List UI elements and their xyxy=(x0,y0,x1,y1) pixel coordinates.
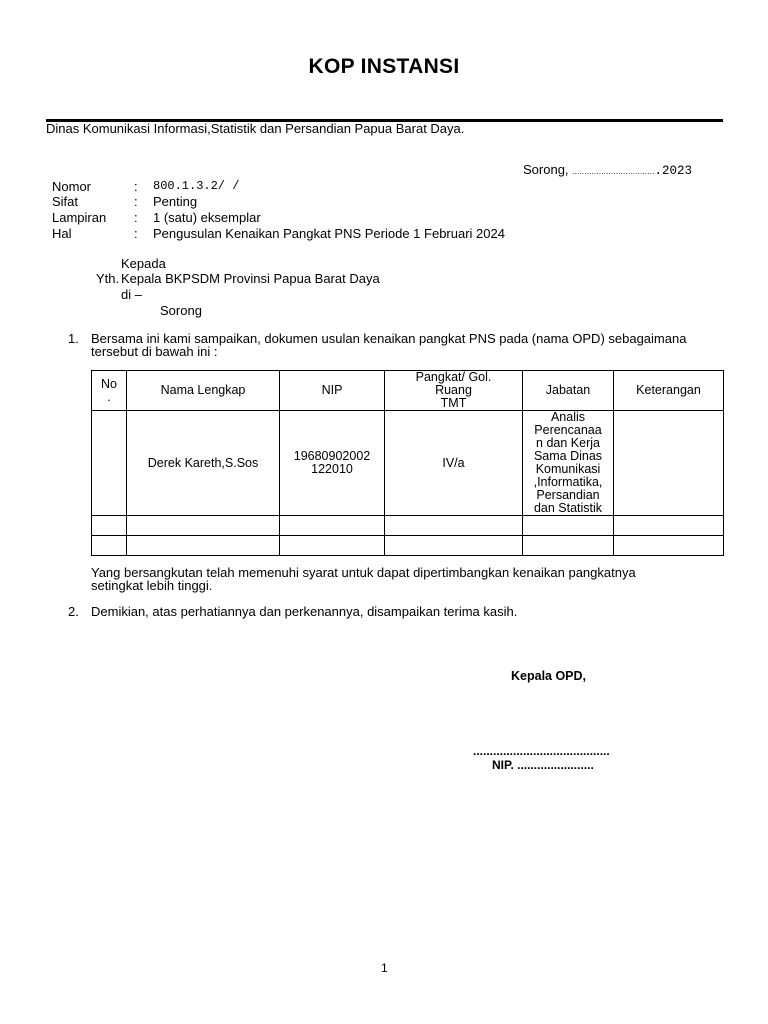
item2-text: Demikian, atas perhatiannya dan perkenannya, disampaikan terima kasih. xyxy=(91,604,518,619)
header-no xyxy=(92,371,127,411)
header-pangkat-line: Pangkat/ Gol. xyxy=(415,370,492,384)
signature-title: Kepala OPD, xyxy=(511,669,587,683)
letter-date xyxy=(523,162,692,178)
header-pangkat-line: TMT xyxy=(440,396,467,410)
meta-label-lampiran: Lampiran xyxy=(52,210,107,225)
date-city: Sorong, xyxy=(523,162,569,177)
signature-name-dots: ......................................... xyxy=(473,744,610,758)
table-row xyxy=(92,411,724,516)
header-nama: Nama Lengkap xyxy=(127,371,280,411)
meta-label-nomor: Nomor xyxy=(52,179,92,194)
letterhead-title: KOP INSTANSI xyxy=(308,55,460,78)
empty-cell xyxy=(127,536,280,556)
cell-jabatan-line: Persandian xyxy=(536,488,600,502)
empty-cell xyxy=(614,516,724,536)
cell-jabatan xyxy=(523,411,614,516)
empty-cell xyxy=(385,536,523,556)
item1-text-line2: tersebut di bawah ini : xyxy=(91,344,218,359)
item1-text-line1: Bersama ini kami sampaikan, dokumen usulan kenaikan pangkat PNS pada (nama OPD) sebagaimana xyxy=(91,331,687,346)
meta-value-hal: Pengusulan Kenaikan Pangkat PNS Periode 1 Februari 2024 xyxy=(153,226,505,241)
meta-colon: : xyxy=(134,194,138,209)
meta-colon: : xyxy=(134,226,138,241)
header-keterangan: Keterangan xyxy=(614,371,724,411)
header-no-line: . xyxy=(107,389,111,404)
empty-cell xyxy=(385,516,523,536)
meta-value-sifat: Penting xyxy=(153,194,198,209)
table-row-empty xyxy=(92,516,724,536)
meta-label-sifat: Sifat xyxy=(52,194,79,209)
meta-label-hal: Hal xyxy=(52,226,72,241)
cell-nama: Derek Kareth,S.Sos xyxy=(127,411,280,516)
meta-value-nomor: 800.1.3.2/ / xyxy=(153,179,240,193)
item1-number: 1. xyxy=(68,331,79,346)
note-line1: Yang bersangkutan telah memenuhi syarat untuk dapat dipertimbangkan kenaikan pangkatnya xyxy=(91,565,636,580)
cell-jabatan-line: n dan Kerja xyxy=(536,436,600,450)
cell-jabatan-line: Komunikasi xyxy=(535,462,601,476)
header-no-line: No xyxy=(101,376,117,391)
meta-value-lampiran: 1 (satu) eksemplar xyxy=(153,210,261,225)
cell-jabatan-line: Perencanaa xyxy=(534,423,602,437)
header-pangkat-line: Ruang xyxy=(435,383,472,397)
cell-no xyxy=(92,411,127,516)
page-number: 1 xyxy=(381,961,388,975)
cell-jabatan-line: ,Informatika, xyxy=(533,475,603,489)
header-nip: NIP xyxy=(280,371,385,411)
recipient-name: Kepala BKPSDM Provinsi Papua Barat Daya xyxy=(121,271,380,286)
table-header-row xyxy=(92,371,724,411)
cell-jabatan-line: Analis xyxy=(550,410,586,424)
meta-colon: : xyxy=(134,179,138,194)
empty-cell xyxy=(523,536,614,556)
item2-number: 2. xyxy=(68,604,79,619)
note-line2: setingkat lebih tinggi. xyxy=(91,578,213,593)
date-year: .2023 xyxy=(654,164,693,178)
empty-cell xyxy=(280,516,385,536)
cell-keterangan xyxy=(614,411,724,516)
date-dots: .................................. xyxy=(572,167,655,176)
empty-cell xyxy=(280,536,385,556)
recipient-di: di – xyxy=(121,287,142,302)
cell-jabatan-line: Sama Dinas xyxy=(533,449,603,463)
cell-jabatan-line: dan Statistik xyxy=(533,501,603,515)
candidate-table xyxy=(91,370,724,556)
header-jabatan: Jabatan xyxy=(523,371,614,411)
empty-cell xyxy=(523,516,614,536)
organization-name: Dinas Komunikasi Informasi,Statistik dan Persandian Papua Barat Daya. xyxy=(46,121,465,136)
header-pangkat xyxy=(385,371,523,411)
empty-cell xyxy=(92,516,127,536)
meta-colon: : xyxy=(134,210,138,225)
table-row-empty xyxy=(92,536,724,556)
recipient-place: Sorong xyxy=(160,303,202,318)
cell-nip-line: 19680902002 xyxy=(293,449,371,463)
recipient-kepada: Kepada xyxy=(121,256,166,271)
empty-cell xyxy=(614,536,724,556)
empty-cell xyxy=(127,516,280,536)
cell-nip-line: 122010 xyxy=(311,462,353,476)
cell-pangkat: IV/a xyxy=(385,411,523,516)
cell-nip xyxy=(280,411,385,516)
signature-nip: NIP. ....................... xyxy=(492,758,594,772)
empty-cell xyxy=(92,536,127,556)
recipient-yth: Yth. xyxy=(96,271,120,286)
